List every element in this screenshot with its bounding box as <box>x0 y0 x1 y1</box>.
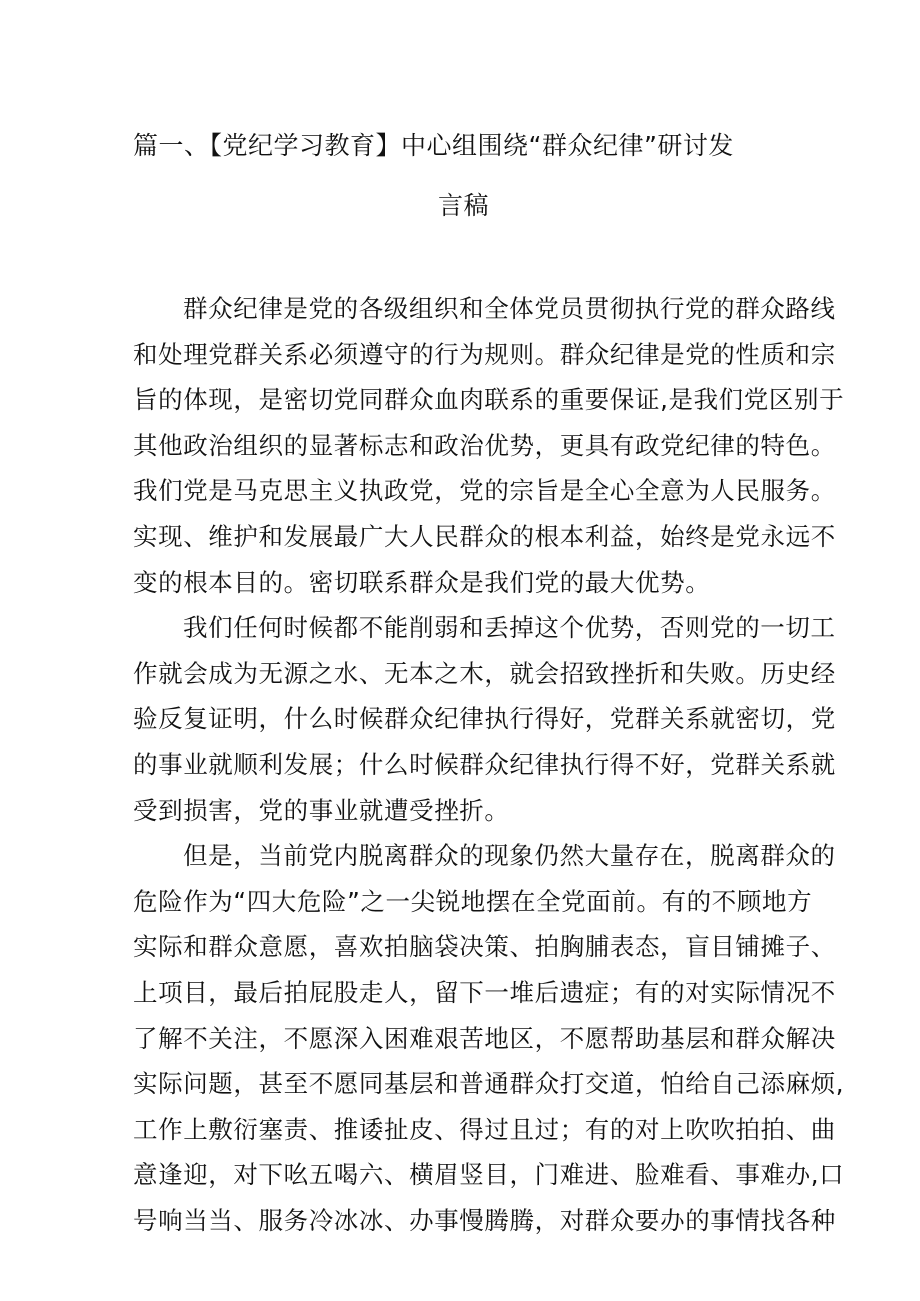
paragraph-2-line-1: 我们任何时候都不能削弱和丢掉这个优势，否则党的一切工 <box>183 613 836 643</box>
paragraph-2-line-3: 验反复证明，什么时候群众纪律执行得好，党群关系就密切，党 <box>133 704 836 734</box>
paragraph-1-line-3: 旨的体现，是密切党同群众血肉联系的重要保证,是我们党区别于 <box>133 385 845 415</box>
paragraph-2-line-5: 受到损害，党的事业就遭受挫折。 <box>133 795 510 825</box>
paragraph-3-line-9: 号响当当、服务冷冰冰、办事慢腾腾，对群众要办的事情找各种 <box>133 1205 836 1235</box>
paragraph-3-line-3: 实际和群众意愿，喜欢拍脑袋决策、拍胸脯表态，盲目铺摊子、 <box>133 932 836 962</box>
paragraph-1-line-1: 群众纪律是党的各级组织和全体党员贯彻执行党的群众路线 <box>183 294 836 323</box>
paragraph-3-line-2: 危险作为“四大危险”之一尖锐地摆在全党面前。有的不顾地方 <box>133 886 813 916</box>
paragraph-3-line-6: 实际问题，甚至不愿同基层和普通群众打交道，怕给自己添麻烦, <box>133 1069 845 1099</box>
paragraph-1-line-2: 和处理党群关系必须遵守的行为规则。群众纪律是党的性质和宗 <box>133 339 836 369</box>
paragraph-3-line-4: 上项目，最后拍屁股走人，留下一堆后遗症；有的对实际情况不 <box>133 977 836 1007</box>
paragraph-1-line-4: 其他政治组织的显著标志和政治优势，更具有政党纪律的特色。 <box>133 430 836 460</box>
paragraph-3-line-8: 意逢迎，对下吆五喝六、横眉竖目，门难进、脸难看、事难办,口 <box>133 1160 845 1190</box>
document-title-line-1: 篇一、【党纪学习教育】中心组围绕“群众纪律”研讨发 <box>133 131 734 160</box>
paragraph-3-line-7: 工作上敷衍塞责、推诿扯皮、得过且过；有的对上吹吹拍拍、曲 <box>133 1114 836 1144</box>
paragraph-2-line-4: 的事业就顺利发展；什么时候群众纪律执行得不好，党群关系就 <box>133 749 836 779</box>
document-body <box>133 286 845 1243</box>
paragraph-1-line-5: 我们党是马克思主义执政党，党的宗旨是全心全意为人民服务。 <box>133 476 836 506</box>
paragraph-1-line-6: 实现、维护和发展最广大人民群众的根本利益，始终是党永远不 <box>133 521 836 551</box>
document-title-line-2: 言稿 <box>438 191 490 220</box>
paragraph-2-line-2: 作就会成为无源之水、无本之木，就会招致挫折和失败。历史经 <box>133 658 836 688</box>
paragraph-1-line-7: 变的根本目的。密切联系群众是我们党的最大优势。 <box>133 567 711 597</box>
paragraph-3-line-1: 但是，当前党内脱离群众的现象仍然大量存在，脱离群众的 <box>183 841 836 871</box>
paragraph-3-line-5: 了解不关注，不愿深入困难艰苦地区，不愿帮助基层和群众解决 <box>133 1023 836 1053</box>
